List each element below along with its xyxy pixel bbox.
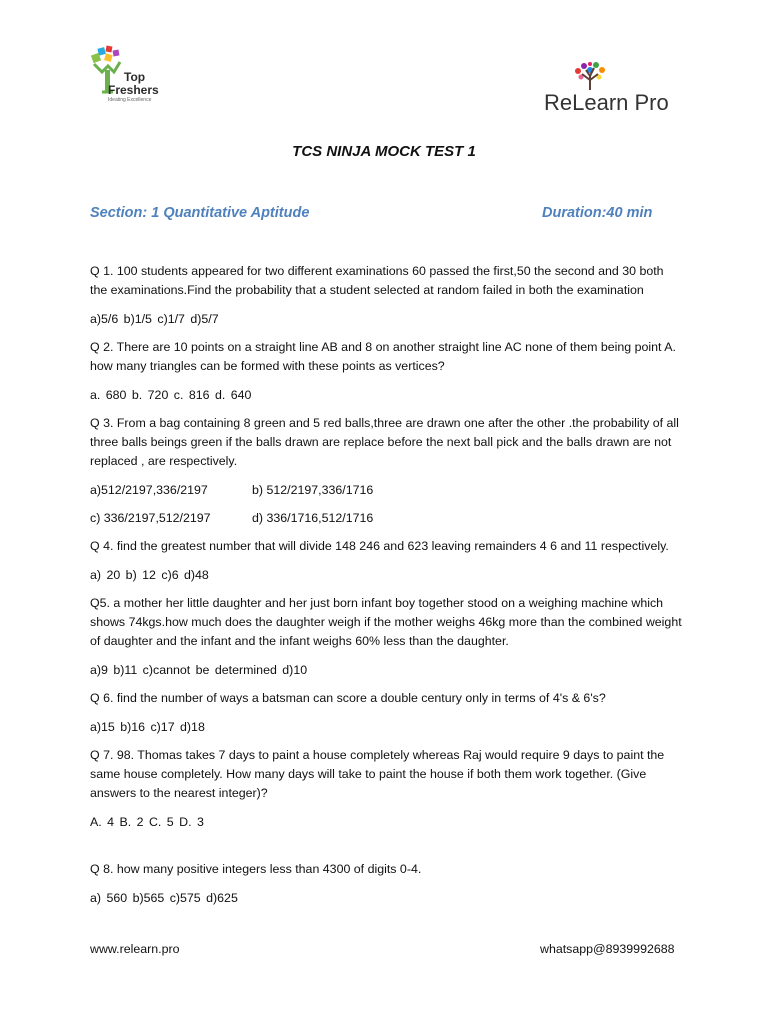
question-1-options: a)5/6 b)1/5 c)1/7 d)5/7	[90, 312, 219, 326]
relearn-pro-wordmark: ReLearn Pro	[544, 90, 669, 115]
question-7-options: A. 4 B. 2 C. 5 D. 3	[90, 815, 204, 829]
question-3-options-row-1	[90, 481, 682, 500]
question-5-options: a)9 b)11 c)cannot be determined d)10	[90, 663, 308, 677]
questions-list	[90, 262, 682, 917]
question-3-option-d: d) 336/1716,512/1716	[252, 511, 374, 525]
page-title: TCS NINJA MOCK TEST 1	[292, 143, 476, 160]
top-freshers-logo	[88, 44, 198, 106]
question-3-options-row-2	[90, 509, 682, 528]
footer-contact: whatsapp@8939992688	[540, 942, 675, 956]
question-7: Q 7. 98. Thomas takes 7 days to paint a house completely whereas Raj would require 9 days to paint the same house completely. How many days will take to paint the house if both them work together. (Give answers to the nearest integer)?	[90, 748, 665, 800]
logo-text-freshers: Freshers	[108, 83, 159, 97]
relearn-pro-logo	[544, 62, 684, 118]
question-4: Q 4. find the greatest number that will divide 148 246 and 623 leaving remainders 4 6 and 11 respectively.	[90, 539, 669, 553]
question-8-options: a) 560 b)565 c)575 d)625	[90, 891, 238, 905]
question-3-option-a: a)512/2197,336/2197	[90, 483, 208, 497]
question-5: Q5. a mother her little daughter and her just born infant boy together stood on a weighing machine which shows 74kgs.how much does the daughter weigh if the mother weighs 46kg more than the combined weight of daughter and the infant and the infant weighs 60% less than the daughter.	[90, 596, 682, 648]
footer-website: www.relearn.pro	[90, 942, 180, 956]
duration-label: Duration:40 min	[542, 205, 653, 221]
colorful-tree-logo-icon	[570, 62, 610, 92]
question-1: Q 1. 100 students appeared for two different examinations 60 passed the first,50 the second and 30 both the examinations.Find the probability that a student selected at random failed in both the examination	[90, 264, 664, 297]
question-2: Q 2. There are 10 points on a straight line AB and 8 on another straight line AC none of them being point A. how many triangles can be formed with these points as vertices?	[90, 340, 676, 373]
question-4-options: a) 20 b) 12 c)6 d)48	[90, 568, 209, 582]
question-3: Q 3. From a bag containing 8 green and 5 red balls,three are drawn one after the other .the probability of all three balls beings green if the balls drawn are replace before the next ball pick and the balls drawn are not replaced , are respectively.	[90, 416, 679, 468]
question-6: Q 6. find the number of ways a batsman can score a double century only in terms of 4's & 6's?	[90, 691, 606, 705]
question-3-option-b: b) 512/2197,336/1716	[252, 483, 374, 497]
question-8: Q 8. how many positive integers less than 4300 of digits 0-4.	[90, 862, 422, 876]
question-6-options: a)15 b)16 c)17 d)18	[90, 720, 205, 734]
logo-text-top: Top	[124, 70, 146, 84]
section-heading: Section: 1 Quantitative Aptitude	[90, 205, 310, 221]
logo-tagline: Ideating Excellence	[108, 97, 152, 103]
question-2-options: a. 680 b. 720 c. 816 d. 640	[90, 388, 252, 402]
question-3-option-c: c) 336/2197,512/2197	[90, 511, 211, 525]
